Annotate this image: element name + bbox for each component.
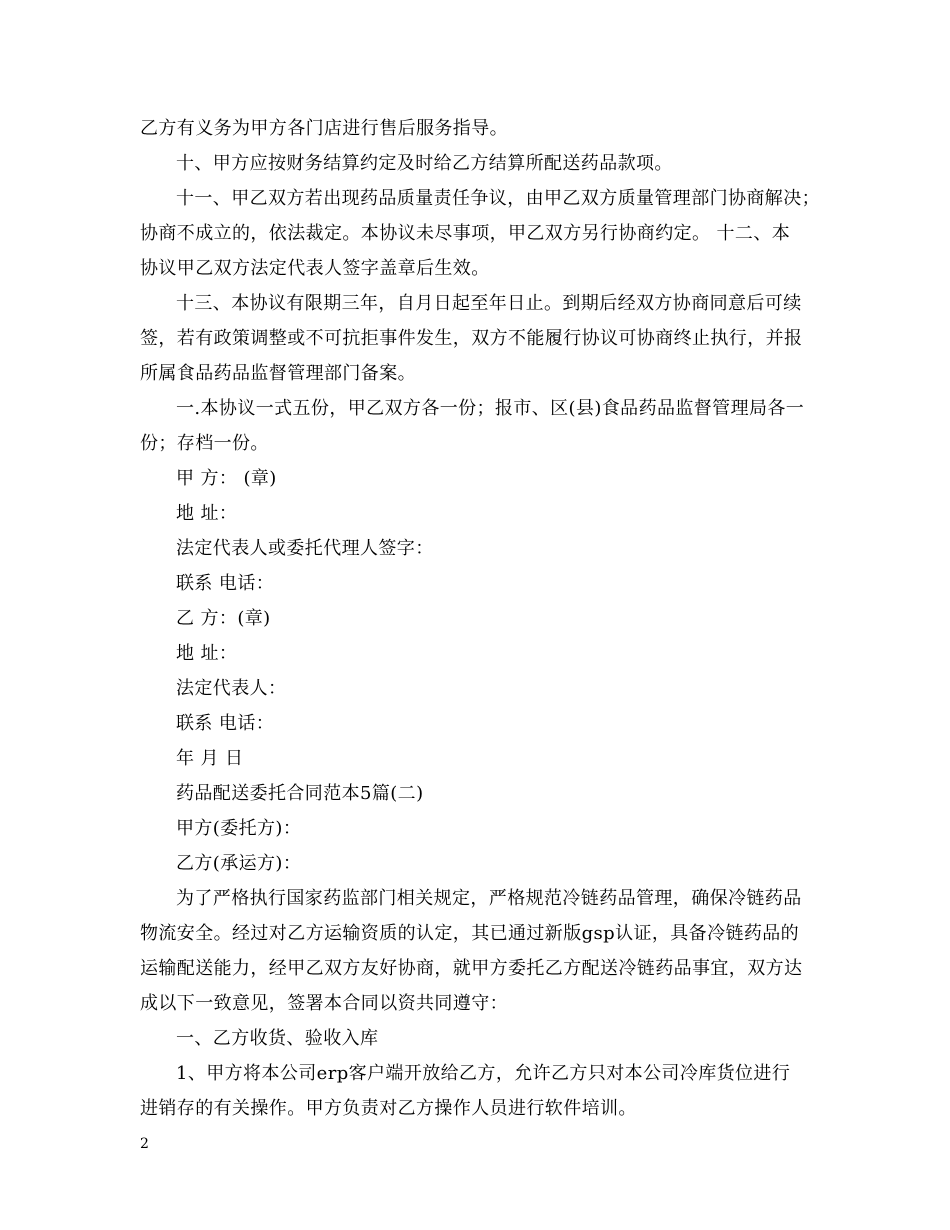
text-line: 联系 电话： xyxy=(176,713,275,734)
text-line: 签，若有政策调整或不可抗拒事件发生，双方不能履行协议可协商终止执行，并报 xyxy=(140,328,803,349)
text-line: 成以下一致意见，签署本合同以资共同遵守： xyxy=(140,993,508,1014)
text-line: 地 址： xyxy=(176,503,238,524)
text-line: 一、乙方收货、验收入库 xyxy=(176,1028,379,1049)
text-line: 所属食品药品监督管理部门备案。 xyxy=(140,363,416,384)
section-heading: 药品配送委托合同范本5篇(二) xyxy=(176,783,424,804)
text-line: 物流安全。经过对乙方运输资质的认定，其已通过新版gsp认证，具备冷链药品的 xyxy=(140,923,800,944)
text-line: 1、甲方将本公司erp客户端开放给乙方，允许乙方只对本公司冷库货位进行 xyxy=(176,1063,791,1084)
text-line: 份；存档一份。 xyxy=(140,433,269,454)
text-line: 法定代表人： xyxy=(176,678,287,699)
text-line: 联系 电话： xyxy=(176,573,275,594)
text-line: 一.本协议一式五份，甲乙双方各一份；报市、区(县)食品药品监督管理局各一 xyxy=(176,398,805,419)
text-line: 十、甲方应按财务结算约定及时给乙方结算所配送药品款项。 xyxy=(176,153,673,174)
text-line: 协商不成立的，依法裁定。本协议未尽事项，甲乙双方另行协商约定。 十二、本 xyxy=(140,223,791,244)
text-line: 乙 方：(章) xyxy=(176,608,271,629)
text-line: 乙方有义务为甲方各门店进行售后服务指导。 xyxy=(140,118,508,139)
text-line: 法定代表人或委托代理人签字： xyxy=(176,538,434,559)
text-line: 进销存的有关操作。甲方负责对乙方操作人员进行软件培训。 xyxy=(140,1098,637,1119)
page-number: 2 xyxy=(140,1136,149,1152)
text-line: 十三、本协议有限期三年，自月日起至年日止。到期后经双方协商同意后可续 xyxy=(176,293,802,314)
text-line: 协议甲乙双方法定代表人签字盖章后生效。 xyxy=(140,258,490,279)
text-line: 地 址： xyxy=(176,643,238,664)
text-line: 十一、甲乙双方若出现药品质量责任争议，由甲乙双方质量管理部门协商解决； xyxy=(176,188,820,209)
text-line: 甲 方： (章) xyxy=(176,468,277,489)
text-line: 乙方(承运方)： xyxy=(176,853,302,874)
text-line: 年 月 日 xyxy=(176,748,244,769)
text-line: 运输配送能力，经甲乙双方友好协商，就甲方委托乙方配送冷链药品事宜，双方达 xyxy=(140,958,803,979)
text-line: 甲方(委托方)： xyxy=(176,818,302,839)
text-line: 为了严格执行国家药监部门相关规定，严格规范冷链药品管理，确保冷链药品 xyxy=(176,888,802,909)
